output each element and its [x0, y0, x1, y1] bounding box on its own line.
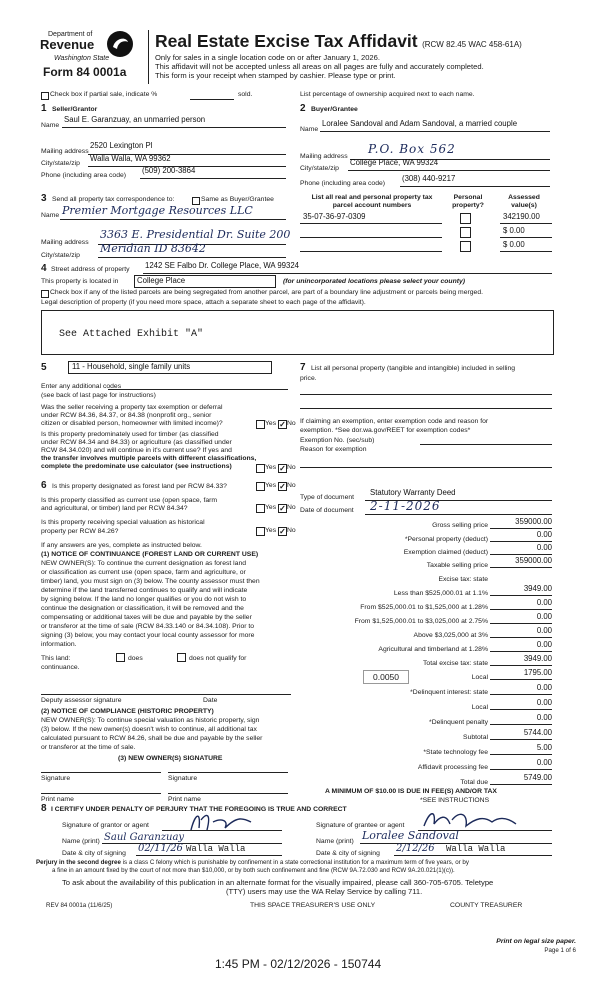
treasurer-space: THIS SPACE TREASURER'S USE ONLY: [250, 902, 376, 909]
calc-value-personal[interactable]: 0.00: [536, 530, 552, 539]
partial-sale-checkbox[interactable]: [41, 92, 49, 100]
s6-q3-no-label: No: [287, 527, 296, 534]
tier-label-1: From $525,000.01 to $1,525,000 at 1.28%: [360, 604, 488, 611]
s6-q1-no-label: No: [287, 482, 296, 489]
section-5-number: 5: [41, 362, 47, 373]
doc-type-label: Type of document: [300, 494, 355, 501]
tax-corr-mailing[interactable]: 3363 E. Presidential Dr. Suite 200: [100, 228, 291, 241]
grantor-date-label: Date & city of signing: [62, 850, 126, 857]
calc-line-personal: [490, 541, 552, 542]
calc2-label-5: Affidavit processing fee: [417, 764, 488, 771]
grantee-date-label: Date & city of signing: [316, 850, 380, 857]
q1-yes-label: Yes: [265, 420, 277, 427]
s7-line-2[interactable]: [300, 408, 552, 409]
calc2-label-0: *Delinquent interest: state: [410, 689, 488, 696]
calc-excise-state: Excise tax: state: [438, 576, 488, 583]
notice2-l0: NEW OWNER(S): To continue special valuation as historic property, sign: [41, 717, 260, 724]
tier-line-0: [490, 595, 552, 596]
s6-q1-no-checkbox[interactable]: ✓: [279, 482, 286, 491]
location-label: This property is located in: [41, 278, 119, 285]
tier-label-5: Total excise tax: state: [423, 660, 488, 667]
dept-line1: Department of: [48, 31, 93, 38]
parcel-assessed-header: Assessed value(s): [508, 194, 540, 209]
q2-no-label: No: [287, 464, 296, 471]
land-use-code: 11 - Household, single family units: [72, 362, 191, 371]
notice1-l8: signing (3) below, you may contact your local county assessor for more: [41, 632, 255, 639]
access-line-1: To ask about the availability of this publication in an alternate format for the visually impaired, please call 360-705-6705. Teletype: [62, 878, 494, 887]
owner-sig-line-2[interactable]: [168, 772, 288, 773]
parcel-value-line-3: [500, 251, 552, 252]
county-treasurer: COUNTY TREASURER: [450, 902, 523, 909]
personal-property-checkbox-1[interactable]: [460, 213, 471, 224]
does-qualify-checkbox[interactable]: [116, 653, 125, 662]
perjury-line-2: a fine in an amount fixed by the court of not more than $10,000, or by both such confinement and fine (RCW 9A.72.030 and RCW 9A.20.021(1)(c)).: [52, 867, 455, 874]
calc2-line-5: [490, 769, 552, 770]
perjury-bold: Perjury in the second degree: [36, 859, 121, 866]
tier-label-0: Less than $525,000.01 at 1.1%: [393, 590, 488, 597]
form-number: Form 84 0001a: [43, 65, 127, 79]
owner-print-line-2[interactable]: [168, 793, 288, 794]
calc-line-exempt: [490, 554, 552, 555]
form-title: [155, 32, 522, 52]
parcel-line-3: [300, 251, 442, 252]
grantor-date[interactable]: 02/11/26: [138, 843, 183, 854]
s6-q2-yes-label: Yes: [265, 504, 277, 511]
tax-corr-city-line: [98, 257, 286, 258]
calc-value-gross[interactable]: 359000.00: [515, 517, 552, 526]
q2-line-e: complete the predominate use calculator (see instructions): [41, 463, 232, 470]
buyer-phone-line: [400, 186, 550, 187]
section-3-number: 3: [41, 193, 47, 204]
s6-q3-b: property per RCW 84.26?: [41, 528, 119, 535]
section-2-number: 2: [300, 103, 306, 114]
owner-print-label-1: Print name: [41, 796, 74, 803]
calc-label-taxable: Taxable selling price: [426, 562, 488, 569]
s6-q1-yes-checkbox[interactable]: [256, 482, 265, 491]
notice1-title: (1) NOTICE OF CONTINUANCE (FOREST LAND OR CURRENT USE): [41, 551, 259, 558]
notice3-title: (3) NEW OWNER(S) SIGNATURE: [118, 755, 223, 762]
calc-value-exempt[interactable]: 0.00: [536, 543, 552, 552]
notice1-l0: NEW OWNER(S): To continue the current designation as forest land: [41, 560, 247, 567]
seller-heading: Seller/Grantor: [52, 106, 98, 113]
deputy-date-label: Date: [203, 697, 218, 704]
calc2-label-2: *Delinquent penalty: [429, 719, 488, 726]
perjury-rest: is a class C felony which is punishable by confinement in a state correctional institution for a maximum term of five years, or by: [120, 859, 469, 866]
owner-sig-line-1[interactable]: [41, 772, 161, 773]
notice1-l6: compensating or additional taxes will be due and payable by the seller: [41, 614, 252, 621]
exempt-no-line[interactable]: [420, 444, 552, 445]
buyer-mailing[interactable]: P.O. Box 562: [368, 142, 456, 156]
q2-yes-label: Yes: [265, 464, 277, 471]
s6-ifany: If any answers are yes, complete as instructed below.: [41, 542, 202, 549]
calc-value-taxable[interactable]: 359000.00: [515, 556, 552, 565]
exempt-no-label: Exemption No. (sec/sub): [300, 437, 375, 444]
parcel-line-1: [300, 223, 442, 224]
q2-no-checkbox[interactable]: ✓: [279, 464, 286, 473]
legal-paper-note: Print on legal size paper.: [496, 938, 576, 945]
doc-type[interactable]: Statutory Warranty Deed: [370, 488, 456, 497]
seller-name[interactable]: Saul E. Garanzuay, an unmarried person: [64, 115, 206, 124]
local-rate-box[interactable]: [363, 670, 409, 684]
s6-q2-yes-checkbox[interactable]: [256, 504, 265, 513]
section-4-number: 4: [41, 263, 47, 274]
notice1-l7: or transferor at the time of sale (RCW 84.33.140 or 84.34.108). Prior to: [41, 623, 255, 630]
tier-line-1: [490, 609, 552, 610]
grantor-name-label: Name (print): [62, 838, 100, 845]
q2-yes-checkbox[interactable]: [256, 464, 265, 473]
grantor-city[interactable]: Walla Walla: [186, 844, 246, 854]
buyer-name[interactable]: Loralee Sandoval and Adam Sandoval, a married couple: [322, 119, 518, 128]
grantor-sig-label: Signature of grantor or agent: [62, 822, 149, 829]
s7-label-1: List all personal property (tangible and intangible) included in selling: [311, 365, 516, 372]
owner-sig-label-2: Signature: [168, 775, 198, 782]
fax-stamp: 1:45 PM - 02/12/2026 - 150744: [215, 957, 382, 971]
notice1-l9: information.: [41, 641, 77, 648]
calc-label-gross: Gross selling price: [432, 522, 488, 529]
calc-line-taxable: [490, 567, 552, 568]
header-note3-text: This form is your receipt when stamped by cashier. Please type or print.: [155, 71, 396, 80]
section-6-number: 6: [41, 480, 47, 491]
tier-label-2: From $1,525,000.01 to $3,025,000 at 2.75%: [354, 618, 488, 625]
reason-label: Reason for exemption: [300, 446, 367, 453]
title-text: Real Estate Excise Tax Affidavit: [155, 31, 418, 51]
notice2-l3: or transferor at the time of sale.: [41, 744, 136, 751]
continuance-label: continuance.: [41, 664, 80, 671]
tier-value-0[interactable]: 3949.00: [523, 584, 552, 593]
calc2-line-2: [490, 724, 552, 725]
s6-q3-a: Is this property receiving special valuation as historical: [41, 519, 205, 526]
perjury-line-1: [36, 860, 469, 867]
q1-line-b: under RCW 84.36, 84.37, or 84.38 (nonprofit org., senior: [41, 412, 212, 419]
segregated-checkbox[interactable]: [41, 290, 49, 298]
q2-line-b: under RCW 84.34 and 84.33) or agriculture (as classified under: [41, 439, 232, 446]
calc2-label-6: Total due: [460, 779, 488, 786]
header-note3: [155, 72, 396, 80]
s6-q3-no-checkbox[interactable]: ✓: [279, 527, 286, 536]
tax-corr-mailing-label: Mailing address: [41, 239, 89, 246]
seller-mailing[interactable]: 2520 Lexington Pl: [90, 141, 153, 150]
tier-line-3: [490, 637, 552, 638]
seller-city-label: City/state/zip: [41, 160, 80, 167]
this-land-label: This land:: [41, 655, 71, 662]
s7-label-2: price.: [300, 375, 317, 382]
street-address[interactable]: 1242 SE Falbo Dr. College Place, WA 99324: [145, 261, 300, 270]
buyer-phone-label: Phone (including area code): [300, 180, 386, 187]
tier-label-4: Agricultural and timberland at 1.28%: [378, 646, 488, 653]
grantee-city[interactable]: Walla Walla: [446, 844, 506, 854]
grantor-name[interactable]: Saul Garanzuay: [104, 832, 185, 843]
seller-name-label: Name: [41, 122, 60, 129]
buyer-heading: Buyer/Grantee: [311, 106, 358, 113]
grantor-date-line: [136, 855, 282, 856]
s6-q2-no-checkbox[interactable]: ✓: [279, 504, 286, 513]
calc2-line-6: [490, 784, 552, 785]
parcel-value-3[interactable]: $ 0.00: [503, 240, 525, 249]
exempt-label-2: exemption. *See dor.wa.gov/REET for exemption codes*: [300, 427, 471, 434]
tier-value-1[interactable]: 0.00: [536, 598, 552, 607]
s6-q2-b: and agricultural, or timber) land per RCW 84.34?: [41, 505, 188, 512]
s6-q1-yes-label: Yes: [265, 482, 277, 489]
doc-date-line: [365, 514, 552, 515]
calc2-value-0[interactable]: 0.00: [536, 683, 552, 692]
partial-sale-label: Check box if partial sale, indicate %: [50, 91, 158, 98]
tax-corr-city[interactable]: Meridian ID 83642: [100, 242, 206, 255]
q1-yes-checkbox[interactable]: [256, 420, 265, 429]
doc-date-label: Date of document: [300, 507, 354, 514]
same-as-buyer-label: Same as Buyer/Grantee: [201, 196, 274, 203]
street-label: Street address of property: [51, 266, 130, 273]
tax-corr-label: Send all property tax correspondence to:: [52, 196, 175, 203]
calc2-value-1[interactable]: 0.00: [536, 698, 552, 707]
calc2-value-5[interactable]: 0.00: [536, 758, 552, 767]
tier-line-5: [490, 665, 552, 666]
q1-no-label: No: [287, 420, 296, 427]
does-label: does: [128, 655, 143, 662]
header-note2: This affidavit will not be accepted unless all areas on all pages are fully and accurately completed.: [155, 62, 484, 71]
buyer-name-label: Name: [300, 126, 319, 133]
q2-line-d: the transfer involves multiple parcels with different classifications,: [41, 455, 257, 462]
buyer-city-label: City/state/zip: [300, 165, 339, 172]
parcel-line-2: [300, 237, 442, 238]
seller-phone-label: Phone (including area code): [41, 172, 127, 179]
addl-codes-label: Enter any additional codes: [41, 383, 122, 390]
tier-label-3: Above $3,025,000 at 3%: [413, 632, 488, 639]
addl-codes-note: (see back of last page for instructions): [41, 392, 156, 399]
see-instructions: *SEE INSTRUCTIONS: [420, 797, 490, 804]
seller-mailing-label: Mailing address: [41, 148, 89, 155]
q1-line-a: Was the seller receiving a property tax exemption or deferral: [41, 404, 223, 411]
local-value[interactable]: 1795.00: [523, 668, 552, 677]
tier-line-4: [490, 651, 552, 652]
doc-date[interactable]: 2-11-2026: [370, 499, 441, 513]
parcel-value-line-1: [500, 223, 552, 224]
grantee-name-label: Name (print): [316, 838, 354, 845]
tax-corr-name-label: Name: [41, 212, 60, 219]
location-note: (for unincorporated locations please select your county): [283, 278, 466, 285]
revenue-swirl-icon: [106, 30, 134, 58]
list-pct-note: List percentage of ownership acquired next to each name.: [300, 91, 475, 98]
tier-value-4[interactable]: 0.00: [536, 640, 552, 649]
street-line: [143, 273, 552, 274]
section-7-number: 7: [300, 362, 306, 373]
local-line: [490, 679, 552, 680]
land-use-code-select[interactable]: [68, 361, 272, 374]
grantee-sig-label: Signature of grantee or agent: [316, 822, 405, 829]
notice2-l2: calculated pursuant to RCW 84.26, shall be due and payable by the seller: [41, 735, 263, 742]
seller-city[interactable]: Walla Walla, WA 99362: [90, 154, 171, 163]
calc2-line-3: [490, 739, 552, 740]
tax-corr-city-label: City/state/zip: [41, 252, 80, 259]
calc2-line-1: [490, 709, 552, 710]
calc-label-personal: *Personal property (deduct): [404, 536, 488, 543]
notice2-title: (2) NOTICE OF COMPLIANCE (HISTORIC PROPERTY): [41, 708, 214, 715]
tax-corr-name-line: [60, 219, 286, 220]
notice2-l1: (3) below. If the new owner(s) doesn't wish to continue, all additional tax: [41, 726, 257, 733]
notice1-l2: timber) land, you must sign on (3) below. The county assessor must then: [41, 578, 260, 585]
grantee-date-line: [394, 855, 552, 856]
q1-no-checkbox[interactable]: ✓: [279, 420, 286, 429]
calc2-value-4[interactable]: 5.00: [536, 743, 552, 752]
parcel-value-2[interactable]: $ 0.00: [503, 226, 525, 235]
buyer-name-line: [320, 131, 550, 132]
seller-phone-line: [140, 178, 286, 179]
notice1-l4: by signing below. If the land no longer qualifies or you do not wish to: [41, 596, 247, 603]
calc2-value-2[interactable]: 0.00: [536, 713, 552, 722]
dept-name: Revenue: [40, 37, 95, 52]
buyer-city[interactable]: College Place, WA 99324: [350, 158, 439, 167]
q1-line-c: citizen or disabled person, homeowner with limited income)?: [41, 420, 223, 427]
section-8-number: 8: [41, 803, 47, 814]
legal-description-box[interactable]: [41, 310, 554, 355]
tier-line-2: [490, 623, 552, 624]
notice1-l1: or classification as current use (open space, farm and agriculture, or: [41, 569, 246, 576]
calc2-line-0: [490, 694, 552, 695]
section-1-number: 1: [41, 103, 47, 114]
location-select[interactable]: [134, 275, 276, 288]
parcel-number-1[interactable]: 35-07-36-97-0309: [303, 212, 366, 221]
parcel-value-1[interactable]: 342190.00: [503, 212, 540, 221]
buyer-mailing-label: Mailing address: [300, 153, 348, 160]
calc2-label-4: *State technology fee: [423, 749, 488, 756]
header-note1: Only for sales in a single location code on or after January 1, 2026.: [155, 53, 380, 62]
exempt-label-1: If claiming an exemption, enter exemption code and reason for: [300, 418, 489, 425]
owner-print-label-2: Print name: [168, 796, 201, 803]
s6-q1: Is this property designated as forest land per RCW 84.33?: [52, 483, 227, 490]
access-line-2: (TTY) users may use the WA Relay Service by calling 711.: [226, 887, 423, 896]
reason-line[interactable]: [300, 467, 552, 468]
addl-codes-line[interactable]: [108, 389, 288, 390]
personal-property-checkbox-3[interactable]: [460, 241, 471, 252]
s6-q3-yes-label: Yes: [265, 527, 277, 534]
minimum-note: A MINIMUM OF $10.00 IS DUE IN FEE(S) AND/OR TAX: [325, 788, 497, 795]
tier-value-3[interactable]: 0.00: [536, 626, 552, 635]
calc-label-exempt: Exemption claimed (deduct): [403, 549, 488, 556]
notice1-l5: continue the designation or classification, it will be removed and the: [41, 605, 244, 612]
deputy-signature-line[interactable]: [41, 694, 291, 695]
certify-text: I CERTIFY UNDER PENALTY OF PERJURY THAT THE FOREGOING IS TRUE AND CORRECT: [51, 806, 347, 813]
tax-corr-name[interactable]: Premier Mortgage Resources LLC: [62, 204, 253, 217]
parcel-value-line-2: [500, 237, 552, 238]
grantee-name[interactable]: Loralee Sandoval: [362, 829, 459, 842]
tier-value-5[interactable]: 3949.00: [523, 654, 552, 663]
does-not-label: does not qualify for: [189, 655, 247, 662]
s7-line-1[interactable]: [300, 394, 552, 395]
q2-line-a: Is this property predominately used for timber (as classified: [41, 431, 219, 438]
s6-q3-yes-checkbox[interactable]: [256, 527, 265, 536]
owner-print-line-1[interactable]: [41, 793, 161, 794]
title-ref: (RCW 82.45 WAC 458-61A): [422, 40, 522, 49]
q2-line-c: RCW 84.34.020) and will continue in it's current use? If yes and: [41, 447, 232, 454]
segregated-label: Check box if any of the listed parcels are being segregated from another parcel, are part of a boundary line adjustment or parcels being merged.: [50, 289, 483, 296]
parcel-list-header: List all real and personal property tax parcel account numbers: [311, 194, 433, 209]
header-divider: [148, 30, 149, 84]
grantor-sig-line: [162, 830, 282, 831]
partial-sold: sold.: [238, 91, 253, 98]
seller-phone[interactable]: (509) 200-3864: [142, 166, 196, 175]
calc-line-gross: [490, 528, 552, 529]
form-rev: REV 84 0001a (11/6/25): [46, 902, 113, 909]
local-label: Local: [471, 674, 488, 681]
s6-q2-no-label: No: [287, 504, 296, 511]
legal-label: Legal description of property (if you need more space, attach a separate sheet to each page of the affidavit).: [41, 299, 366, 306]
page-number: Page 1 of 6: [544, 947, 576, 954]
s6-q2-a: Is this property classified as current use (open space, farm: [41, 497, 218, 504]
calc2-value-6[interactable]: 5749.00: [523, 773, 552, 782]
calc2-line-4: [490, 754, 552, 755]
calc2-label-1: Local: [471, 704, 488, 711]
grantee-date[interactable]: 2/12/26: [396, 843, 435, 854]
buyer-city-line: [348, 170, 550, 171]
parcel-personal-header: Personal property?: [452, 194, 484, 209]
personal-property-checkbox-2[interactable]: [460, 227, 471, 238]
does-not-qualify-checkbox[interactable]: [177, 653, 186, 662]
seller-name-line: [62, 127, 286, 128]
calc2-value-3[interactable]: 5744.00: [523, 728, 552, 737]
deputy-signature-label: Deputy assessor signature: [41, 697, 122, 704]
local-rate: 0.0050: [373, 672, 399, 682]
calc2-label-3: Subtotal: [463, 734, 488, 741]
dept-state: Washington State: [54, 55, 110, 62]
owner-sig-label-1: Signature: [41, 775, 71, 782]
notice1-l3: determine if the land transferred continues to qualify and will indicate: [41, 587, 248, 594]
partial-pct-line[interactable]: [190, 99, 234, 100]
legal-description: See Attached Exhibit "A": [59, 329, 204, 340]
location-value: College Place: [137, 276, 186, 285]
tier-value-2[interactable]: 0.00: [536, 612, 552, 621]
buyer-phone[interactable]: (308) 440-9217: [402, 174, 456, 183]
